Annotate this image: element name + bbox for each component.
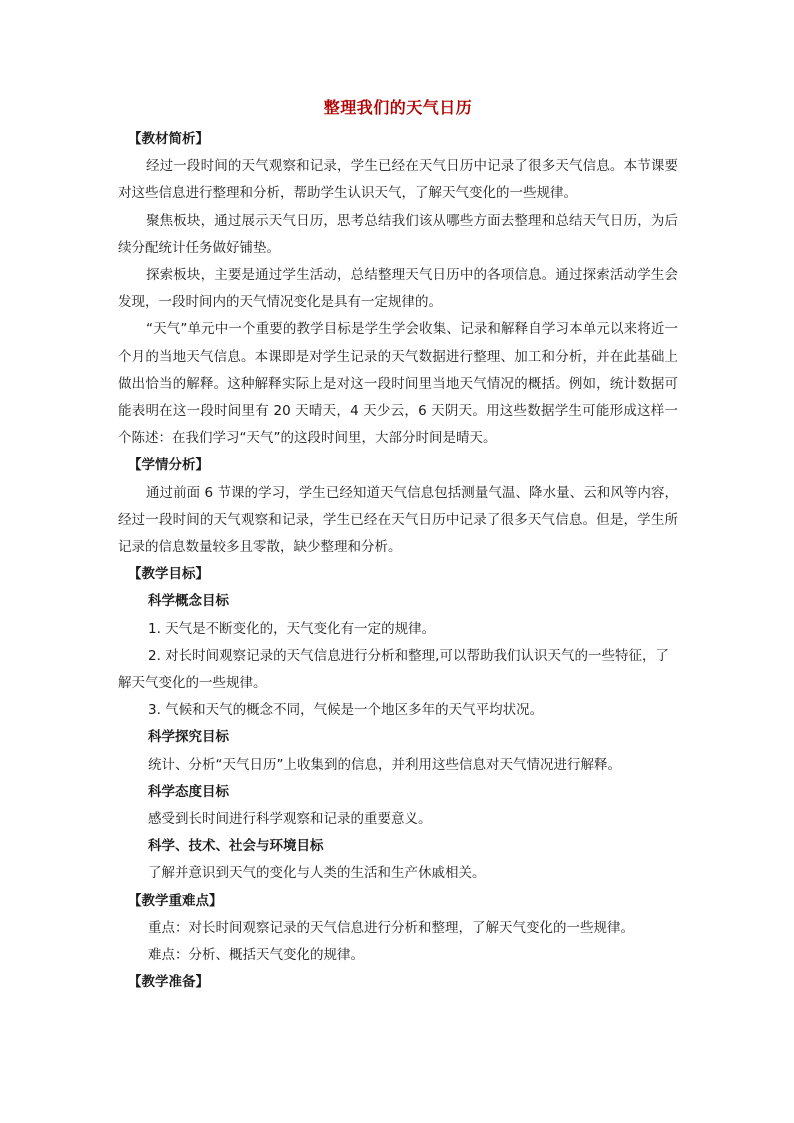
section-heading-xueqing: 【学情分析】 bbox=[128, 457, 209, 474]
section-heading-zhunbei: 【教学准备】 bbox=[128, 974, 209, 991]
document-body bbox=[118, 126, 678, 997]
paragraph: “天气”单元中一个重要的教学目标是学生学会收集、记录和解释自学习本单元以来将近一个月的当地天气信息。本课即是对学生记录的天气数据进行整理、加工和分析，并在此基础上做出恰当的解释。这种解释实际上是对这一段时间里当地天气情况的概括。例如，统计数据可能表明在这一段时间里有 20 天晴天，4 天少云，6 天阴天。用这些数据学生可能形成这样一个陈述：在我们学习“天气”的这段时间里，大部分时间是晴天。 bbox=[118, 321, 678, 447]
section-heading-mubiao: 【教学目标】 bbox=[128, 566, 209, 583]
paragraph: 通过前面 6 节课的学习，学生已经知道天气信息包括测量气温、降水量、云和风等内容，经过一段时间的天气观察和记录，学生已经在天气日历中记录了很多天气信息。但是，学生所记录的信息数量较多且零散，缺少整理和分析。 bbox=[118, 484, 678, 556]
subheading-stse: 科学、技术、社会与环境目标 bbox=[148, 838, 324, 855]
paragraph: 聚焦板块，通过展示天气日历，思考总结我们该从哪些方面去整理和总结天气日历，为后续分配统计任务做好铺垫。 bbox=[118, 212, 678, 256]
list-item: 1. 天气是不断变化的，天气变化有一定的规律。 bbox=[148, 620, 436, 637]
subheading-attitude: 科学态度目标 bbox=[148, 783, 229, 800]
goal-text: 统计、分析“天气日历”上收集到的信息，并利用这些信息对天气情况进行解释。 bbox=[148, 756, 621, 773]
section-heading-zhongnandian: 【教学重难点】 bbox=[128, 892, 223, 909]
subheading-inquiry: 科学探究目标 bbox=[148, 729, 229, 746]
list-item: 2. 对长时间观察记录的天气信息进行分析和整理,可以帮助我们认识天气的一些特征，了解天气变化的一些规律。 bbox=[118, 647, 669, 692]
document-title: 整理我们的天气日历 bbox=[323, 98, 473, 117]
section-heading-jiaocai: 【教材简析】 bbox=[128, 131, 209, 147]
goal-text: 了解并意识到天气的变化与人类的生活和生产休戚相关。 bbox=[148, 865, 486, 882]
goal-text: 感受到长时间进行科学观察和记录的重要意义。 bbox=[148, 811, 432, 828]
list-item: 3. 气候和天气的概念不同，气候是一个地区多年的天气平均状况。 bbox=[148, 702, 544, 719]
key-point-text: 重点：对长时间观察记录的天气信息进行分析和整理，了解天气变化的一些规律。 bbox=[148, 919, 634, 936]
difficult-point-text: 难点：分析、概括天气变化的规律。 bbox=[148, 947, 364, 964]
paragraph: 探索板块，主要是通过学生活动，总结整理天气日历中的各项信息。通过探索活动学生会发现，一段时间内的天气情况变化是具有一定规律的。 bbox=[118, 267, 678, 311]
subheading-concept: 科学概念目标 bbox=[148, 593, 229, 610]
paragraph: 经过一段时间的天气观察和记录，学生已经在天气日历中记录了很多天气信息。本节课要对这些信息进行整理和分析，帮助学生认识天气，了解天气变化的一些规律。 bbox=[118, 158, 678, 202]
